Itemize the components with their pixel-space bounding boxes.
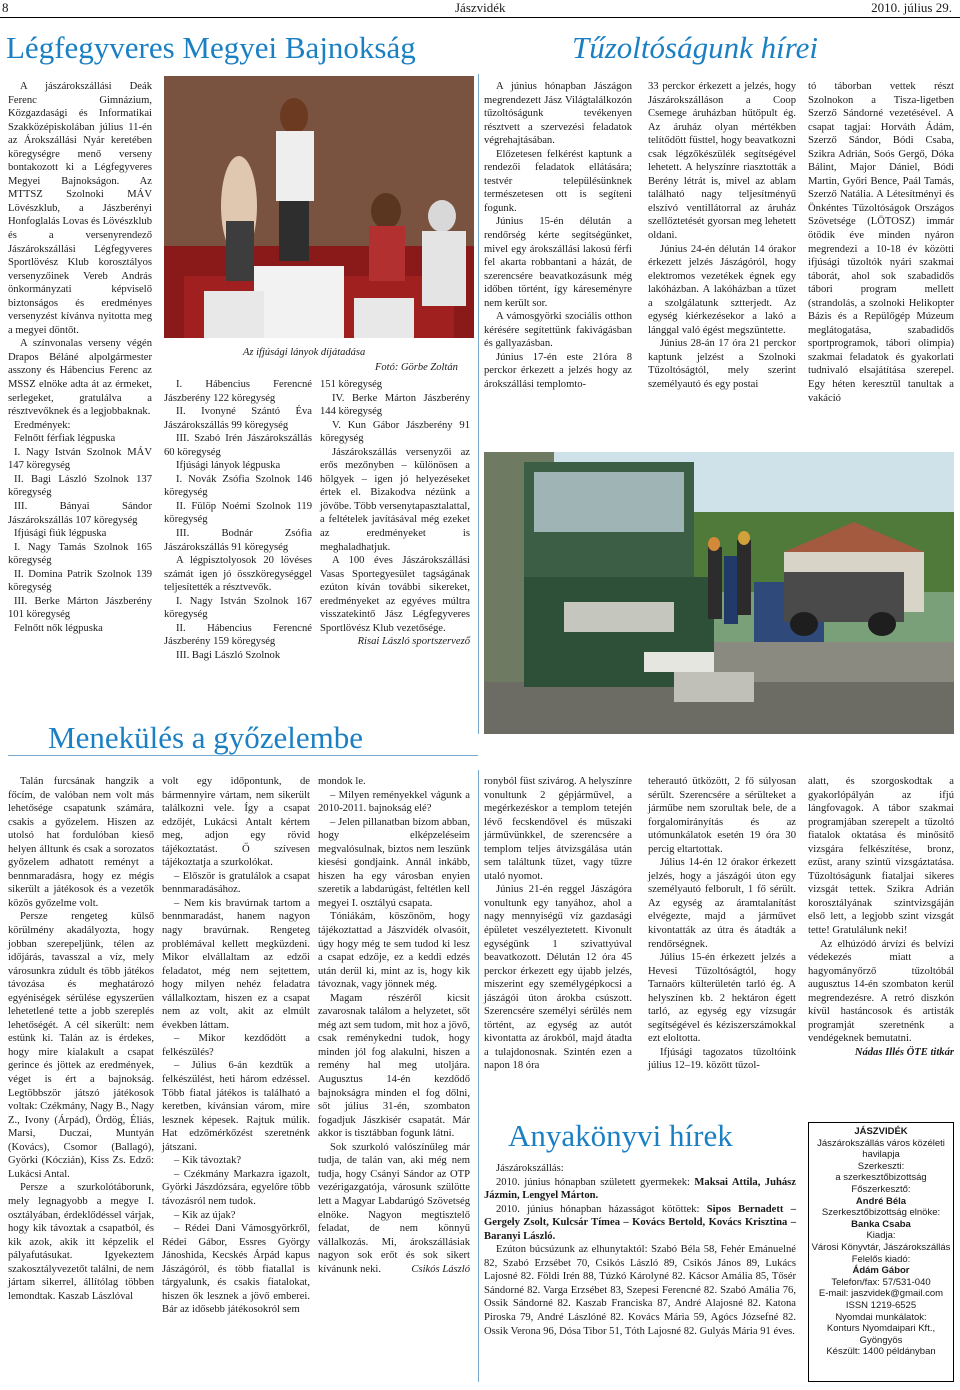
paragraph: A június hónapban Jászágon megrendezett Jász Világtalálkozón tűzoltóságunk tevékenyen résztvett a szervezési feladatok végrehajtásában. — [484, 81, 632, 147]
impressum-line: Kiadja: — [866, 1230, 896, 1242]
paragraph: Június 15-én délután a rendőrség kérte segítségünket, mivel egy árokszállási lakosú férfi fel akarta robbantani a házát, de szerencsére beavatkozásunk még időben történt, így káreseményre nem került sor. — [484, 216, 632, 309]
births-paragraph — [484, 1176, 796, 1203]
impressum-line: Nyomdai munkálatok: — [835, 1311, 927, 1323]
paragraph: Sok szurkoló valószínűleg már tudja, de talán van, aki még nem tudja, hogy Csányi Sándor az OTP vezérigazgatója, városunk szülötte lett a Magyar Labdarúgó Szövetség elnöke. Nagyon megtisztelő feladat, de nem könnyű vállalkozás. Mi, árokszállásiak nagyon sok erőt és sok sikert kívánunk neki. — [318, 1141, 470, 1275]
paragraph: A 100 éves Jászárokszállási Vasas Sportegyesület tagságának ezúton kíván további sikereket, eredményeket az egyéves múltra visszatekintő Jász Légfegyveres Sportlövész Klub vezetősége. — [320, 555, 470, 634]
article3-title: Menekülés a győzelembe — [48, 720, 364, 755]
list-item: II. Ivonyné Szántó Éva Jászárokszállás 99 köregység — [164, 406, 312, 431]
marriages-paragraph — [484, 1203, 796, 1244]
paragraph: Előzetesen felkérést kaptunk a rendezői feladatok ellátására; testvér településünknek természetesen ott is segíteni fogunk. — [484, 148, 632, 214]
paragraph: – Először is gratulálok a csapat bennmaradásához. — [162, 870, 310, 896]
list-item: A légpisztolyosok 20 lövéses számát igen jó összköregységgel teljesítették a résztvevők. — [164, 555, 312, 594]
marriages-prefix: 2010. június hónapban házasságot kötöttek: — [496, 1203, 707, 1215]
column-divider — [478, 770, 479, 1382]
list-item: I. Hábencius Ferencné Jászberény 122 köregység — [164, 379, 312, 404]
issue-date: 2010. július 29. — [871, 0, 952, 15]
paragraph: A vámosgyörki szociális otthon kérésére segítettünk fakivágásban és gallyazásban. — [484, 311, 632, 350]
list-item: I. Nagy István Szolnok 167 köregység — [164, 595, 312, 621]
impressum-title: JÁSZVIDÉK — [854, 1126, 908, 1137]
list-item: IV. Berke Márton Jászberény 144 köregység — [320, 392, 470, 418]
paragraph: tó táborban vettek részt Szolnokon a Tisza-ligetben Szerző Sándorné vezetésével. A csapat tagjai: Horváth Ádám, Szerző Sándor, Bódi Csaba, Szikra Adrián, Soós Gergő, Dóka Bálint, Major Dániel, Bódi Martin, Győri Bence, Paál Tamás, Szerző Natália. A Létesítményi és Önkéntes Tűzoltóságok Országos Szövetsége (LÖTOSZ) immár ötödik éve minden nyáron megrendezi a 10-18 év közötti ifjúsági tűzoltók nyári szakmai táborát, ahol sok szabadidős tábori program mellett (strandolás, a szolnoki Helikopter Bázis és a Repülőgép Múzeum meglátogatása, szabadidős sportprogramok, tábori olimpia) szakmai feladatok és gyakorlati tudnivaló elsajátítása szerepel. Egy héten keresztül tanultak a vakáció — [808, 81, 954, 404]
award-ceremony-image — [164, 76, 474, 338]
paragraph: – Nem kis bravúrnak tartom a bennmaradást, hanem nagyon nagy bravúrnak. Rengeteg problémával kellett megküzdeni. Mikor elvállaltam az edzői feladatot, még nem sejtettem, hogy milyen nehéz feladatra vállalkoztam, hiszen ez a csapat nem az volt, akit az elmúlt években láttam. — [162, 897, 310, 1031]
paragraph: volt egy időpontunk, de bármennyire vártam, nem sikerült találkozni vele. Így a csapat edzőjét, Lukácsi Antalt kértem meg, adjon egy rövid tájékoztatást. Ő szívesen tájékoztatja a szurkolókat. — [162, 776, 310, 869]
list-item: II. Fülöp Noémi Szolnok 119 köregység — [164, 500, 312, 526]
paragraph: – Czékmány Markazra igazolt, Györki Jászdózsára, egyelőre több távozásról nem tudok. — [162, 1168, 310, 1207]
impressum-line: Felelős kiadó: — [851, 1253, 911, 1265]
paragraph: Június 24-én délután 14 órakor érkezett jelzés Jászágóról, hogy elektromos vezetékek égnek egy lakóházban. A lakóházban a tűzet a szolgálatunk sztterjedt. Az egység kiérkezésekor a lakó a lánggal való égést megszüntette. — [648, 243, 796, 336]
list-item: V. Kun Gábor Jászberény 91 köregység — [320, 419, 470, 445]
deaths-prefix: Ezúton búcsúzunk az elhunytaktól: — [496, 1244, 652, 1256]
impressum-line: Szerkeszti: — [857, 1160, 905, 1172]
paragraph: Jászárokszállás versenyzői az erős mezőnyben – különösen a hölgyek – igen jó helyezéseket értek el. Bizakodva nézünk a jövőbe. Több versenytapasztalattal, a feltételek javításával még ezeket az eredményeket is meghaladhatjuk. — [320, 446, 470, 553]
list-item: I. Nagy István Szolnok MÁV 147 köregység — [8, 446, 152, 472]
paragraph: – Július 6-án kezdtük a felkészülést, heti három edzéssel. Több fiatal játékos is található a keretben, kívánsian várom, mire lesznek képesek. Rajtuk múlik. Hat edzőmérkőzést szeretnénk játszani. — [162, 1060, 310, 1153]
article3-author: Csikós László — [411, 1264, 470, 1276]
paragraph: Június 17-én este 21óra 8 perckor érkezett a jelzés hogy az árokszállási templomto- — [484, 351, 632, 391]
article2-lower-col2 — [648, 775, 796, 1073]
article1-col2 — [164, 378, 312, 662]
article1-col1 — [8, 80, 152, 635]
paragraph: – Jelen pillanatban bízom abban, hogy elképzeléseim megvalósulnak, biztos nem leszünk kiesési gondjaink. Annál inkább, hiszen ha egy városban enyien szeretik a labdarúgást, feltétlen kell megyei I. osztályú csapata. — [318, 816, 470, 909]
paragraph: – Kik távoztak? — [174, 1155, 242, 1167]
page-header — [0, 0, 960, 18]
photo1-caption: Az ifjúsági lányok díjátadása — [243, 347, 366, 358]
publication-name: Jászvidék — [455, 0, 506, 15]
award-ceremony-photo — [164, 76, 474, 338]
paragraph: – Rédei Dani Vámosgyörkről, Rédei Gábor, Essres György Jánoshida, Kecskés Árpád kapus Jászágóról, és több fiatallal is tárgyalunk, és csakis fiatalokat, hiszen ők lesznek a jövő emberei. Bár az idősebb játékosokról sem — [162, 1223, 310, 1316]
list-item: I. Nagy Tamás Szolnok 165 köregység — [8, 541, 152, 567]
deaths-names: Szabó Béla 58, Fehér Emánuelné 82, Szabó Erzsébet 70, Csikós László 89, Csikós János 89, Lukács Lajosné 82. Földi Irén 88, Túzkó Károlyné 82. Kácsor Amália 85, Tősér Sándorné 82. Varga Erzsébet 83, Szepesi Ferencné 82. Szabó Amália 76, Ossik Sándorné 82. Kaszab Franciska 87, André Alajosné 82. Katona Piroska 79, André Lászlóné 82. Kovács Mária 59, Agócs Józsefné 82. Ossik Verona 96, Dósa Tibor 51, Tóth Lajosné 82. Gulyás Mária 91 éves. — [484, 1244, 796, 1337]
impressum-line: Konturs Nyomdaipari Kft., — [826, 1323, 936, 1335]
article2-col1 — [484, 80, 632, 392]
location-label: Jászárokszállás: — [496, 1163, 564, 1174]
impressum-line: Városi Könyvtár, Jászárokszállás — [811, 1241, 951, 1253]
paragraph: Magam részéről kicsit zavarosnak találom a helyzetet, sőt még azt sem tudom, mit hoz a jövő, csak reménykedni tudok, hogy minden jól fog alakulni, hiszen a remény hal meg utoljára. Augusztus 14-én kezdődő bajnokságra minden el fog dőlni, sőt július 31-én, szombaton fogadjuk Jászkisér csapatát. Már akkor is tisztábban fogunk látni. — [318, 992, 470, 1140]
paragraph: Ifjúsági tagozatos tűzoltóink július 12–19. között tűzol- — [648, 1046, 796, 1072]
list-item: Ifjúsági lányok légpuska — [176, 460, 281, 472]
list-item: III. Bodnár Zsófia Jászárokszállás 91 köregység — [164, 528, 312, 553]
impressum-line: André Béla — [855, 1195, 907, 1207]
list-item: 151 köregység — [320, 379, 383, 390]
paragraph: A jászárokszállási Deák Ferenc Gimnázium, Közgazdasági és Informatikai Szakközépiskolában július 11-én az Árokszállási Nyár keretében köregységre menő verseny bontakozott ki a Légfegyveres Megyei Bajnokságon. Az MTTSZ Szolnoki MÁV Lövészklub, a Jászberényi Honfoglalás Lovas és Lövészklub és a versenyrendező Jászárokszállási Légfegyveres Sportlövész Klub korosztályos versenyzőinek Vereb András önkormányzati képviselő biztonságos és eredményes versenyzést kívánva nyitotta meg a megyei döntőt. — [8, 81, 152, 336]
births-names: Maksai Attila, Juhász Jázmin, Lengyel Márton. — [484, 1176, 797, 1202]
list-item: II. Bagi László Szolnok 137 köregység — [8, 473, 152, 499]
page-number: 8 — [2, 0, 9, 15]
article1-col3 — [320, 378, 470, 649]
article3-col3 — [318, 775, 470, 1277]
results-list — [8, 419, 152, 636]
paragraph: 33 perckor érkezett a jelzés, hogy Jászárokszálláson a Coop Csemege áruházban hűtőpult ég. Az áruház olyan mértékben telítődött füsttel, hogy beavatkozni csak légzőkészülék segítségével lehetett. A helyszínre riasztották a Berény létrát is, mivel az ablam található nagy teljesítményű elszívó ventillátorral az áruház szellőztetését gyorsan meg lehetett oldani. — [648, 81, 796, 242]
paragraph: mondok le. — [318, 776, 366, 787]
impressum-line: Gyöngyös — [859, 1334, 903, 1346]
impressum-line: E-mail: jaszvidek@gmail.com — [818, 1288, 944, 1300]
impressum-line: Banka Csaba — [851, 1218, 911, 1230]
deaths-paragraph — [484, 1243, 796, 1338]
births-prefix: 2010. június hónapban született gyermekek: — [496, 1176, 695, 1188]
article2-lower-col3 — [808, 775, 954, 1059]
list-item: I. Novák Zsófia Szolnok 146 köregység — [164, 473, 312, 499]
paragraph: – Kik az újak? — [174, 1209, 236, 1221]
impressum-line: a szerkesztőbizottság — [835, 1172, 927, 1184]
list-item: III. Szabó Irén Jászárokszállás 60 köregység — [164, 433, 312, 458]
article2-col2 — [648, 80, 796, 392]
list-item: Felnőtt nők légpuska — [14, 622, 103, 634]
list-item: Felnőtt férfiak légpuska — [14, 433, 116, 445]
article2-col3 — [808, 80, 954, 405]
list-item: Eredmények: — [14, 419, 71, 431]
impressum-line: Főszerkesztő: — [851, 1183, 911, 1195]
paragraph: Tóniákám, köszönöm, hogy tájékoztattad a Jászvidék olvasóit, úgy hogy még te sem tudod ki lesz a csapat edzője, ez a keddi edzés után derül ki, mint az is, hogy kik távoznak, vagy jönnek még. — [318, 911, 470, 991]
paragraph: Talán furcsának hangzik a főcím, de valóban nem volt más lehetősége csapatunk számára, csakis a győzelem. Hiszen az utolsó hat fordulóban kieső helyen álltunk és csak a sorozatos győzelem adhatott reményt a bennmaradásra, hogy ez mégis sikerült a játékosok és a vezetők közös győzelme volt. — [8, 776, 154, 909]
list-item: Ifjúsági fiúk légpuska — [14, 528, 107, 540]
article3-col2 — [162, 775, 310, 1317]
paragraph: Persze a szurkolótáborunk, mely legnagyobb a megye I. osztályában, érdeklődéssel várjak, hogy kik távoztak a csapatból, és kik azok, akik itt képzelik el pályafutásukat. Igyekeztem szakosztályvezetőt találni, de nem jártam sikerrel, állítólag többen lemondtak. Kaszab Lászlóval — [8, 1182, 154, 1302]
paragraph: – Mikor kezdődött a felkészülés? — [162, 1033, 310, 1058]
list-item: III. Bányai Sándor Jászárokszállás 107 köregység — [8, 500, 152, 526]
paragraph: Persze rengeteg külső körülmény akadályozta, hogy jobban szerepeljünk, télen az időjárás, tavasszal a víz, mely városunkra zúdult és több játékos távozása és meghatározó egyéniségek sérülése egyszerűen lehetetlené tette a jobb szereplés lehetőségét. A cél sikerült: nem estünk ki. Talán az is érdekes, hogy mire kialakult a csapat gerince és jöttek az eredmények, véget is ért a bajnokság. Legtöbbször játszó játékosok voltak: Czékmány, Nagy B., Nagy Z., Ivony (Árpád), Ördög, Éliás, Marsi, Duczai, Muntyán (Kovács), Csomor (Ballagó), Györki (Kóczián), Kiss Zs. Edző: Lukácsi Antal. — [8, 911, 154, 1180]
paragraph: – Milyen reményekkel vágunk a 2010-2011. bajnokság elé? — [318, 789, 470, 815]
paragraph: Június 21-én reggel Jászágóra vonultunk egy tanyához, ahol a nagy mennyiségű víz gazdasági épületet veszélyeztetett. Kivonult egységünk 1 szivattyúval beavatkozott. Délután 12 óra 45 perckor érkezett egy újabb jelzés, miszerint egy személygépkocsi a jászágói úton árokba csúszott. Szerencsére személyi sérülés nem történt, az egység az autót kivontatta az árokból, majd átadta a tulajdonosnak. Szintén ezen a napon 18 óra — [484, 884, 632, 1072]
article2-lower-col1 — [484, 775, 632, 1073]
article2-title: Tűzoltóságunk hírei — [572, 30, 819, 65]
horizontal-divider — [8, 755, 478, 756]
impressum-line: Készült: 1400 példányban — [826, 1346, 936, 1358]
impressum-line: Ádám Gábor — [852, 1265, 910, 1277]
impressum-box — [808, 1122, 954, 1382]
article4-title: Anyakönyvi hírek — [508, 1118, 733, 1153]
paragraph: alatt, és szorgoskodtak a gyakorlópályán az ifjú lángfovagok. A tábor szakmai programjában szerepelt a tűzoltó fiatalok oktatása és minősítő vizsgára felkészítése, bronz, ezüst, arany szintű vizsgáztatása. Tűzoltóságunk fiataljai sikeres vizsgát tettek. Szikra Adrián korosztályának szintvizsgáján első lett, a legjobb szint vizsgát tette! Gratulálunk neki! — [808, 776, 954, 937]
paragraph: Július 14-én 12 órakor érkezett jelzés, hogy a jászágói úton egy személyautó felborult, 1 fő sérült. Az egység az áramtalanítást elvégezte, majd a járművet kivontatták az útra és átadták a rendőrségnek. — [648, 857, 796, 950]
paragraph: teherautó ütközött, 2 fő súlyosan sérült. Szerencsére a sérülteket a járműbe nem szorultak bele, de a forgalomirányítás és az utómunkálatok esetén 19 óra 30 percig eltartottak. — [648, 776, 796, 855]
photo1-credit: Fotó: Görbe Zoltán — [375, 362, 458, 373]
article3-col1 — [8, 775, 154, 1303]
paragraph: A színvonalas verseny végén Drapos Béláné alpolgármester asszony és Hábencius Ferenc az MSSZ elnöke adta át az érmeket, serlegeket, gratulálva a résztvevőknek és a legjobbaknak. — [8, 338, 152, 418]
list-item: II. Domina Patrik Szolnok 139 köregység — [8, 568, 152, 594]
article1-title: Légfegyveres Megyei Bajnokság — [6, 30, 416, 65]
list-item: III. Berke Márton Jászberény 101 köregység — [8, 595, 152, 621]
paragraph: Az elhúzódó árvízi és belvízi védekezés miatt a hagyományőrző tűzoltóbál augusztus 14-én szombaton kerül megrendezésre. A retró diszkón kívül hastáncosok és artisták programját szeretnénk a vendégeknek bemutatni. — [808, 938, 954, 1045]
column-divider — [478, 74, 479, 734]
article2-author: Nádas Illés ÖTE titkár — [854, 1046, 954, 1058]
marriages-names: Sipos Bernadett – Gergely Zsolt, Kulcsár Tímea – Kovács Bertold, Kovács Krisztina – Baranyi László. — [484, 1203, 796, 1242]
impressum-line: Szerkesztőbizottság elnöke: — [821, 1207, 941, 1219]
paragraph: Július 15-én érkezett jelzés a Hevesi Tűzoltóságtól, hogy Tarnaörs külterületén tarló ég. A helyszínen kb. 2 hektáron égett tarló, az egység egy vízsugár segítségével és kéziszerszámokkal ezt eloltotta. — [648, 952, 796, 1045]
list-item: II. Hábencius Ferencné Jászberény 159 köregység — [164, 622, 312, 648]
article4-body — [484, 1162, 796, 1338]
paragraph: Június 28-án 17 óra 21 perckor kaptunk jelzést a Szolnoki Tűzoltóságtól, mely szerint személyautó és egy postai — [648, 338, 796, 391]
impressum-line: ISSN 1219-6525 — [845, 1299, 917, 1311]
impressum-line: Jászárokszállás város közéleti havilapja — [817, 1137, 945, 1161]
list-item: III. Bagi László Szolnok — [176, 649, 281, 661]
paragraph: ronyból füst szivárog. A helyszínre vonultunk 2 gépjárművel, a megérkezéskor a templom tetején lévő fecskendővel és műszaki járművünkkel, de szerencsére a templom teljes átvizsgálása után sem találtunk tüzet, vagy tűzre utaló nyomot. — [484, 776, 632, 882]
accident-truck-photo — [484, 452, 954, 734]
article1-author: Risai László sportszervező — [357, 636, 470, 648]
impressum-line: Telefon/fax: 57/531-040 — [831, 1276, 931, 1288]
accident-truck-image — [484, 452, 954, 734]
